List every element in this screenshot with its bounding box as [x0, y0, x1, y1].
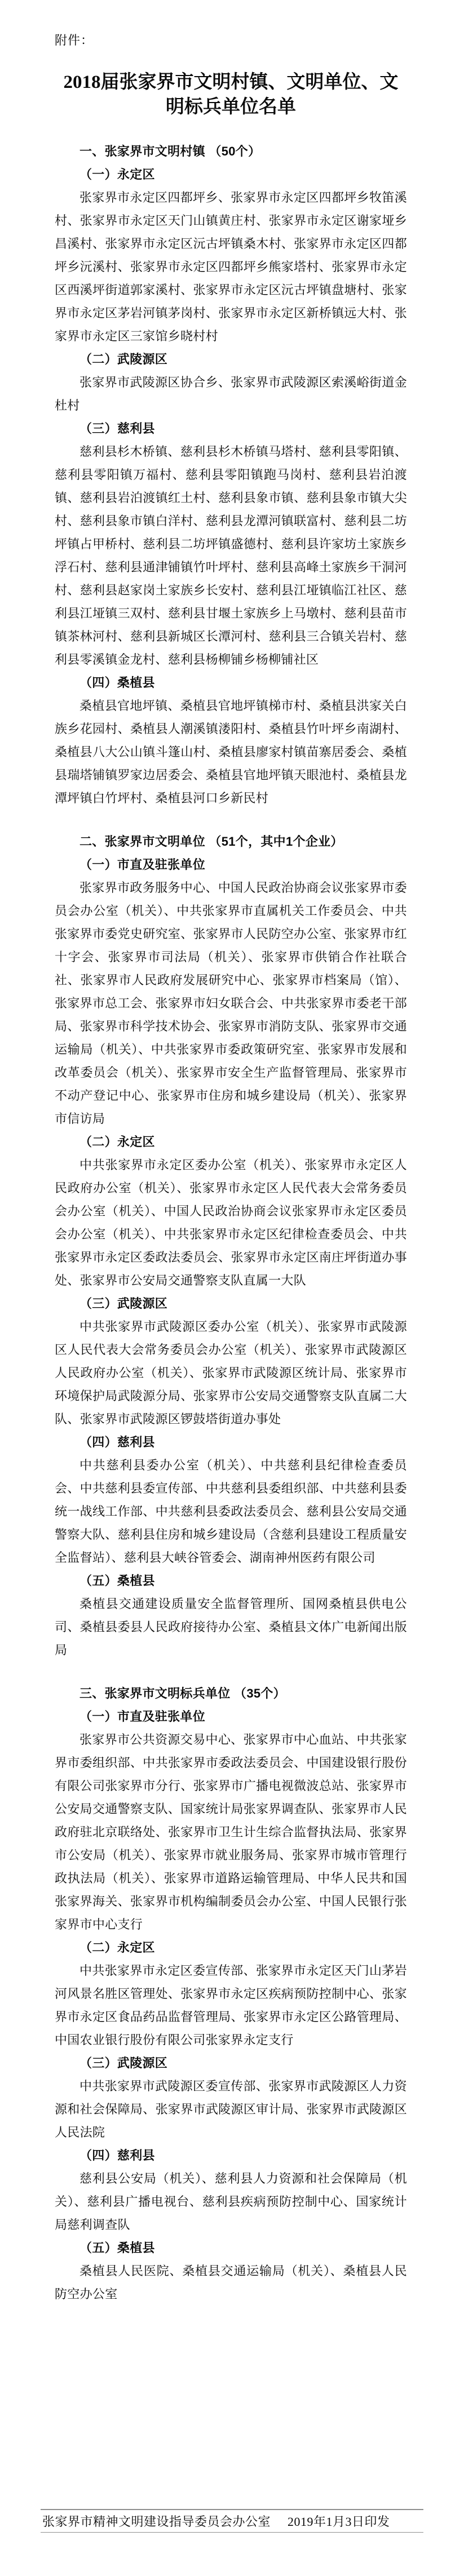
subsection-heading-villages-sangzhi: （四）桑植县 — [79, 676, 155, 690]
document-footer — [41, 2509, 423, 2533]
footer-print-date: 2019年1月3日印发 — [288, 2515, 390, 2529]
footer-issuer: 张家界市精神文明建设指导委员会办公室 — [42, 2515, 271, 2529]
subsection-heading-model-yongding: （二）永定区 — [79, 1940, 155, 1955]
subsection-heading-units-yongding: （二）永定区 — [79, 1135, 155, 1149]
paragraph-units-municipal: 张家界市政务服务中心、中国人民政治协商会议张家界市委员会办公室（机关）、中共张家界市直属机关工作委员会、中共张家界市委党史研究室、张家界市人民防空办公室、张家界市红十字会、张家界市司法局（机关）、张家界市供销合作社联合社、张家界市人民政府发展研究中心、张家界市档案局（馆）、张家界市总工会、张家界市妇女联合会、中共张家界市委老干部局、张家界市科学技术协会、张家界市消防支队、张家界市交通运输局（机关）、中共张家界市委政策研究室、张家界市发展和改革委员会（机关）、张家界市安全生产监督管理局、张家界市不动产登记中心、张家界市住房和城乡建设局（机关）、张家界市信访局 — [55, 881, 407, 1126]
subsection-heading-model-municipal: （一）市直及驻张单位 — [79, 1709, 206, 1724]
document-title: 2018届张家界市文明村镇、文明单位、文明标兵单位名单 — [63, 72, 399, 117]
paragraph-villages-sangzhi: 桑植县官地坪镇、桑植县官地坪镇梯市村、桑植县洪家关白族乡花园村、桑植县人潮溪镇溇阳村、桑植县竹叶坪乡南湖村、桑植县八大公山镇斗篷山村、桑植县廖家村镇苗寨居委会、桑植县瑞塔铺镇罗家边居委会、桑植县官地坪镇天眼池村、桑植县龙潭坪镇白竹坪村、桑植县河口乡新民村 — [55, 699, 407, 805]
subsection-heading-model-wulingyuan: （三）武陵源区 — [79, 2056, 168, 2070]
paragraph-model-municipal: 张家界市公共资源交易中心、张家界市中心血站、中共张家界市委组织部、中共张家界市委政法委员会、中国建设银行股份有限公司张家界市分行、张家界市广播电视微波总站、张家界市公安局交通警察支队、国家统计局张家界调查队、张家界市人民政府驻北京联络处、张家界市卫生计生综合监督执法局、张家界市公安局（机关）、张家界市就业服务局、张家界市城市管理行政执法局（机关）、张家界市道路运输管理局、中华人民共和国张家界海关、张家界市机构编制委员会办公室、中国人民银行张家界市中心支行 — [55, 1733, 407, 1931]
subsection-heading-model-sangzhi: （五）桑植县 — [79, 2241, 155, 2255]
paragraph-units-yongding: 中共张家界市永定区委办公室（机关）、张家界市永定区人民政府办公室（机关）、张家界市永定区人民代表大会常务委员会办公室（机关）、中国人民政治协商会议张家界市永定区委员会办公室（机关）、中共张家界市永定区纪律检查委员会、中共张家界市永定区委政法委员会、张家界市永定区南庄坪街道办事处、张家界市公安局交通警察支队直属一大队 — [55, 1158, 407, 1287]
section-heading-civilized-villages: 一、张家界市文明村镇 （50个） — [79, 144, 261, 158]
section-heading-civilized-units: 二、张家界市文明单位 （51个，其中1个企业） — [79, 834, 343, 849]
paragraph-model-sangzhi: 桑植县人民医院、桑植县交通运输局（机关）、桑植县人民防空办公室 — [55, 2264, 407, 2301]
paragraph-units-cili: 中共慈利县委办公室（机关）、中共慈利县纪律检查委员会、中共慈利县委宣传部、中共慈利县委组织部、中共慈利县委统一战线工作部、中共慈利县委政法委员会、慈利县公安局交通警察大队、慈利县住房和城乡建设局（含慈利县建设工程质量安全监督站）、慈利县大峡谷管委会、湖南神州医药有限公司 — [55, 1458, 407, 1565]
subsection-heading-units-sangzhi: （五）桑植县 — [79, 1574, 155, 1588]
paragraph-model-cili: 慈利县公安局（机关）、慈利县人力资源和社会保障局（机关）、慈利县广播电视台、慈利县疾病预防控制中心、国家统计局慈利调查队 — [55, 2171, 407, 2232]
paragraph-model-yongding: 中共张家界市永定区委宣传部、张家界市永定区天门山茅岩河风景名胜区管理处、张家界市永定区疾病预防控制中心、张家界市永定区食品药品监督管理局、张家界市永定区公路管理局、中国农业银行股份有限公司张家界永定支行 — [55, 1964, 407, 2047]
paragraph-villages-wulingyuan: 张家界市武陵源区协合乡、张家界市武陵源区索溪峪街道金杜村 — [55, 375, 407, 412]
attachment-label: 附件： — [55, 33, 94, 47]
paragraph-units-sangzhi: 桑植县交通建设质量安全监督管理所、国网桑植县供电公司、桑植县委县人民政府接待办公室、桑植县文体广电新闻出版局 — [55, 1597, 407, 1657]
paragraph-units-wulingyuan: 中共张家界市武陵源区委办公室（机关）、张家界市武陵源区人民代表大会常务委员会办公室（机关）、张家界市武陵源区人民政府办公室（机关）、张家界市武陵源区统计局、张家界市环境保护局武陵源分局、张家界市公安局交通警察支队直属二大队、张家界市武陵源区锣鼓塔街道办事处 — [55, 1320, 407, 1426]
subsection-heading-villages-wulingyuan: （二）武陵源区 — [79, 352, 168, 366]
subsection-heading-units-municipal: （一）市直及驻张单位 — [79, 858, 206, 872]
paragraph-villages-yongding: 张家界市永定区四都坪乡、张家界市永定区四都坪乡牧笛溪村、张家界市永定区天门山镇黄庄村、张家界市永定区谢家垭乡昌溪村、张家界市永定区沅古坪镇桑木村、张家界市永定区四都坪乡沅溪村、张家界市永定区四都坪乡熊家塔村、张家界市永定区西溪坪街道郭家溪村、张家界市永定区沅古坪镇盘塘村、张家界市永定区茅岩河镇茅岗村、张家界市永定区新桥镇远大村、张家界市永定区三家馆乡晓村村 — [55, 190, 407, 343]
subsection-heading-villages-yongding: （一）永定区 — [79, 167, 155, 181]
section-heading-model-units: 三、张家界市文明标兵单位 （35个） — [79, 1686, 286, 1700]
paragraph-villages-cili: 慈利县杉木桥镇、慈利县杉木桥镇马塔村、慈利县零阳镇、慈利县零阳镇万福村、慈利县零阳镇跑马岗村、慈利县岩泊渡镇、慈利县岩泊渡镇红土村、慈利县象市镇、慈利县象市镇大尖村、慈利县象市镇白洋村、慈利县龙潭河镇联富村、慈利县二坊坪镇占甲桥村、慈利县二坊坪镇盛德村、慈利县许家坊土家族乡浮石村、慈利县通津铺镇竹叶坪村、慈利县高峰土家族乡干洞河村、慈利县赵家岗土家族乡长安村、慈利县江垭镇临江社区、慈利县江垭镇三双村、慈利县甘堰土家族乡上马墩村、慈利县苗市镇茶林河村、慈利县新城区长潭河村、慈利县三合镇关岩村、慈利县零溪镇金龙村、慈利县杨柳铺乡杨柳铺社区 — [55, 445, 407, 667]
subsection-heading-villages-cili: （三）慈利县 — [79, 421, 155, 436]
subsection-heading-units-wulingyuan: （三）武陵源区 — [79, 1296, 168, 1311]
paragraph-model-wulingyuan: 中共张家界市武陵源区委宣传部、张家界市武陵源区人力资源和社会保障局、张家界市武陵源区审计局、张家界市武陵源区人民法院 — [55, 2079, 407, 2139]
subsection-heading-model-cili: （四）慈利县 — [79, 2148, 155, 2162]
subsection-heading-units-cili: （四）慈利县 — [79, 1435, 155, 1449]
